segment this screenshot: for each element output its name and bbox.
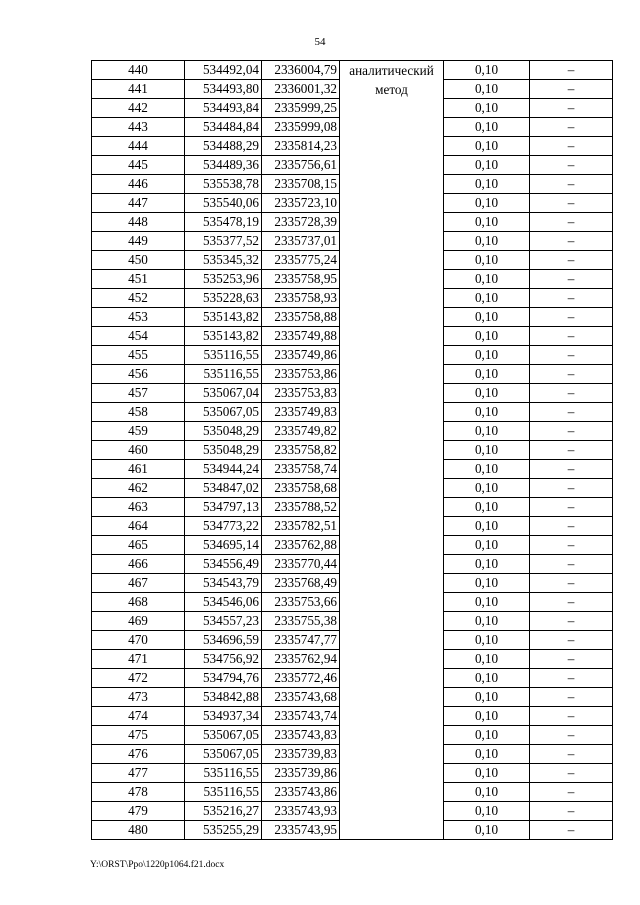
point-number-cell: 480 [92,821,185,840]
y-coordinate-cell: 2335758,68 [262,479,340,498]
note-cell: – [530,118,613,137]
point-number-cell: 456 [92,365,185,384]
x-coordinate-cell: 535540,06 [185,194,262,213]
accuracy-cell: 0,10 [444,251,530,270]
accuracy-cell: 0,10 [444,536,530,555]
x-coordinate-cell: 534937,34 [185,707,262,726]
method-line-2: метод [375,82,408,97]
point-number-cell: 472 [92,669,185,688]
y-coordinate-cell: 2335749,86 [262,346,340,365]
x-coordinate-cell: 534944,24 [185,460,262,479]
point-number-cell: 453 [92,308,185,327]
table-row [92,61,613,80]
accuracy-cell: 0,10 [444,650,530,669]
x-coordinate-cell: 535228,63 [185,289,262,308]
point-number-cell: 448 [92,213,185,232]
note-cell: – [530,270,613,289]
coordinates-table [91,60,613,840]
y-coordinate-cell: 2335775,24 [262,251,340,270]
point-number-cell: 444 [92,137,185,156]
accuracy-cell: 0,10 [444,783,530,802]
accuracy-cell: 0,10 [444,175,530,194]
x-coordinate-cell: 535377,52 [185,232,262,251]
accuracy-cell: 0,10 [444,80,530,99]
point-number-cell: 450 [92,251,185,270]
accuracy-cell: 0,10 [444,821,530,840]
accuracy-cell: 0,10 [444,118,530,137]
point-number-cell: 441 [92,80,185,99]
accuracy-cell: 0,10 [444,61,530,80]
note-cell: – [530,175,613,194]
accuracy-cell: 0,10 [444,346,530,365]
note-cell: – [530,688,613,707]
x-coordinate-cell: 535216,27 [185,802,262,821]
point-number-cell: 461 [92,460,185,479]
y-coordinate-cell: 2335723,10 [262,194,340,213]
note-cell: – [530,232,613,251]
x-coordinate-cell: 535067,05 [185,745,262,764]
note-cell: – [530,251,613,270]
x-coordinate-cell: 534493,84 [185,99,262,118]
x-coordinate-cell: 535116,55 [185,764,262,783]
x-coordinate-cell: 534488,29 [185,137,262,156]
x-coordinate-cell: 535067,04 [185,384,262,403]
note-cell: – [530,802,613,821]
x-coordinate-cell: 535116,55 [185,346,262,365]
note-cell: – [530,593,613,612]
file-path-footer: Y:\ORST\Ppo\1220p1064.f21.docx [90,860,225,870]
x-coordinate-cell: 534773,22 [185,517,262,536]
accuracy-cell: 0,10 [444,460,530,479]
y-coordinate-cell: 2335758,95 [262,270,340,289]
point-number-cell: 458 [92,403,185,422]
x-coordinate-cell: 534556,49 [185,555,262,574]
point-number-cell: 452 [92,289,185,308]
x-coordinate-cell: 534492,04 [185,61,262,80]
point-number-cell: 446 [92,175,185,194]
x-coordinate-cell: 534797,13 [185,498,262,517]
accuracy-cell: 0,10 [444,764,530,783]
note-cell: – [530,555,613,574]
accuracy-cell: 0,10 [444,574,530,593]
point-number-cell: 447 [92,194,185,213]
note-cell: – [530,80,613,99]
y-coordinate-cell: 2335770,44 [262,555,340,574]
point-number-cell: 459 [92,422,185,441]
accuracy-cell: 0,10 [444,194,530,213]
accuracy-cell: 0,10 [444,669,530,688]
note-cell: – [530,327,613,346]
note-cell: – [530,308,613,327]
y-coordinate-cell: 2335753,83 [262,384,340,403]
accuracy-cell: 0,10 [444,403,530,422]
note-cell: – [530,194,613,213]
accuracy-cell: 0,10 [444,327,530,346]
accuracy-cell: 0,10 [444,498,530,517]
note-cell: – [530,821,613,840]
note-cell: – [530,631,613,650]
accuracy-cell: 0,10 [444,422,530,441]
y-coordinate-cell: 2335772,46 [262,669,340,688]
y-coordinate-cell: 2335782,51 [262,517,340,536]
x-coordinate-cell: 534546,06 [185,593,262,612]
x-coordinate-cell: 534695,14 [185,536,262,555]
point-number-cell: 470 [92,631,185,650]
x-coordinate-cell: 535116,55 [185,365,262,384]
accuracy-cell: 0,10 [444,99,530,118]
point-number-cell: 442 [92,99,185,118]
y-coordinate-cell: 2335758,82 [262,441,340,460]
x-coordinate-cell: 535143,82 [185,327,262,346]
y-coordinate-cell: 2335768,49 [262,574,340,593]
y-coordinate-cell: 2335739,83 [262,745,340,764]
accuracy-cell: 0,10 [444,631,530,650]
accuracy-cell: 0,10 [444,232,530,251]
note-cell: – [530,422,613,441]
method-line-1: аналитический [349,63,434,78]
x-coordinate-cell: 535345,32 [185,251,262,270]
y-coordinate-cell: 2335749,88 [262,327,340,346]
note-cell: – [530,156,613,175]
x-coordinate-cell: 535116,55 [185,783,262,802]
point-number-cell: 460 [92,441,185,460]
x-coordinate-cell: 534557,23 [185,612,262,631]
accuracy-cell: 0,10 [444,308,530,327]
y-coordinate-cell: 2335743,68 [262,688,340,707]
point-number-cell: 467 [92,574,185,593]
note-cell: – [530,650,613,669]
point-number-cell: 454 [92,327,185,346]
x-coordinate-cell: 534543,79 [185,574,262,593]
x-coordinate-cell: 534696,59 [185,631,262,650]
y-coordinate-cell: 2336001,32 [262,80,340,99]
y-coordinate-cell: 2335814,23 [262,137,340,156]
note-cell: – [530,498,613,517]
point-number-cell: 457 [92,384,185,403]
x-coordinate-cell: 535478,19 [185,213,262,232]
accuracy-cell: 0,10 [444,688,530,707]
y-coordinate-cell: 2335758,88 [262,308,340,327]
note-cell: – [530,783,613,802]
accuracy-cell: 0,10 [444,289,530,308]
y-coordinate-cell: 2335999,25 [262,99,340,118]
point-number-cell: 469 [92,612,185,631]
point-number-cell: 440 [92,61,185,80]
y-coordinate-cell: 2335739,86 [262,764,340,783]
accuracy-cell: 0,10 [444,726,530,745]
y-coordinate-cell: 2335743,93 [262,802,340,821]
accuracy-cell: 0,10 [444,707,530,726]
y-coordinate-cell: 2335999,08 [262,118,340,137]
accuracy-cell: 0,10 [444,137,530,156]
x-coordinate-cell: 534842,88 [185,688,262,707]
note-cell: – [530,764,613,783]
x-coordinate-cell: 535143,82 [185,308,262,327]
y-coordinate-cell: 2335743,86 [262,783,340,802]
point-number-cell: 464 [92,517,185,536]
note-cell: – [530,460,613,479]
y-coordinate-cell: 2335749,82 [262,422,340,441]
point-number-cell: 473 [92,688,185,707]
note-cell: – [530,479,613,498]
accuracy-cell: 0,10 [444,156,530,175]
x-coordinate-cell: 534489,36 [185,156,262,175]
point-number-cell: 478 [92,783,185,802]
x-coordinate-cell: 535538,78 [185,175,262,194]
note-cell: – [530,574,613,593]
point-number-cell: 466 [92,555,185,574]
x-coordinate-cell: 535048,29 [185,441,262,460]
point-number-cell: 451 [92,270,185,289]
page-number: 54 [314,36,326,48]
point-number-cell: 468 [92,593,185,612]
x-coordinate-cell: 535067,05 [185,403,262,422]
note-cell: – [530,726,613,745]
point-number-cell: 462 [92,479,185,498]
x-coordinate-cell: 534484,84 [185,118,262,137]
point-number-cell: 476 [92,745,185,764]
accuracy-cell: 0,10 [444,365,530,384]
note-cell: – [530,99,613,118]
accuracy-cell: 0,10 [444,745,530,764]
note-cell: – [530,517,613,536]
accuracy-cell: 0,10 [444,802,530,821]
y-coordinate-cell: 2335788,52 [262,498,340,517]
note-cell: – [530,536,613,555]
point-number-cell: 445 [92,156,185,175]
point-number-cell: 471 [92,650,185,669]
accuracy-cell: 0,10 [444,213,530,232]
y-coordinate-cell: 2335728,39 [262,213,340,232]
note-cell: – [530,289,613,308]
y-coordinate-cell: 2335762,94 [262,650,340,669]
note-cell: – [530,441,613,460]
accuracy-cell: 0,10 [444,479,530,498]
accuracy-cell: 0,10 [444,517,530,536]
note-cell: – [530,669,613,688]
x-coordinate-cell: 535253,96 [185,270,262,289]
y-coordinate-cell: 2335755,38 [262,612,340,631]
note-cell: – [530,213,613,232]
x-coordinate-cell: 535067,05 [185,726,262,745]
note-cell: – [530,365,613,384]
x-coordinate-cell: 534493,80 [185,80,262,99]
x-coordinate-cell: 534794,76 [185,669,262,688]
note-cell: – [530,384,613,403]
point-number-cell: 465 [92,536,185,555]
point-number-cell: 475 [92,726,185,745]
x-coordinate-cell: 535048,29 [185,422,262,441]
accuracy-cell: 0,10 [444,612,530,631]
point-number-cell: 479 [92,802,185,821]
note-cell: – [530,137,613,156]
note-cell: – [530,707,613,726]
note-cell: – [530,612,613,631]
y-coordinate-cell: 2335749,83 [262,403,340,422]
note-cell: – [530,745,613,764]
point-number-cell: 449 [92,232,185,251]
y-coordinate-cell: 2336004,79 [262,61,340,80]
accuracy-cell: 0,10 [444,555,530,574]
note-cell: – [530,61,613,80]
x-coordinate-cell: 535255,29 [185,821,262,840]
x-coordinate-cell: 534847,02 [185,479,262,498]
x-coordinate-cell: 534756,92 [185,650,262,669]
note-cell: – [530,403,613,422]
table-body [92,61,613,840]
y-coordinate-cell: 2335743,95 [262,821,340,840]
y-coordinate-cell: 2335743,83 [262,726,340,745]
accuracy-cell: 0,10 [444,384,530,403]
accuracy-cell: 0,10 [444,593,530,612]
method-cell [340,61,444,840]
y-coordinate-cell: 2335743,74 [262,707,340,726]
y-coordinate-cell: 2335737,01 [262,232,340,251]
accuracy-cell: 0,10 [444,270,530,289]
y-coordinate-cell: 2335753,86 [262,365,340,384]
point-number-cell: 443 [92,118,185,137]
note-cell: – [530,346,613,365]
y-coordinate-cell: 2335747,77 [262,631,340,650]
y-coordinate-cell: 2335708,15 [262,175,340,194]
y-coordinate-cell: 2335756,61 [262,156,340,175]
y-coordinate-cell: 2335758,93 [262,289,340,308]
y-coordinate-cell: 2335758,74 [262,460,340,479]
accuracy-cell: 0,10 [444,441,530,460]
point-number-cell: 474 [92,707,185,726]
point-number-cell: 477 [92,764,185,783]
y-coordinate-cell: 2335753,66 [262,593,340,612]
point-number-cell: 455 [92,346,185,365]
y-coordinate-cell: 2335762,88 [262,536,340,555]
point-number-cell: 463 [92,498,185,517]
